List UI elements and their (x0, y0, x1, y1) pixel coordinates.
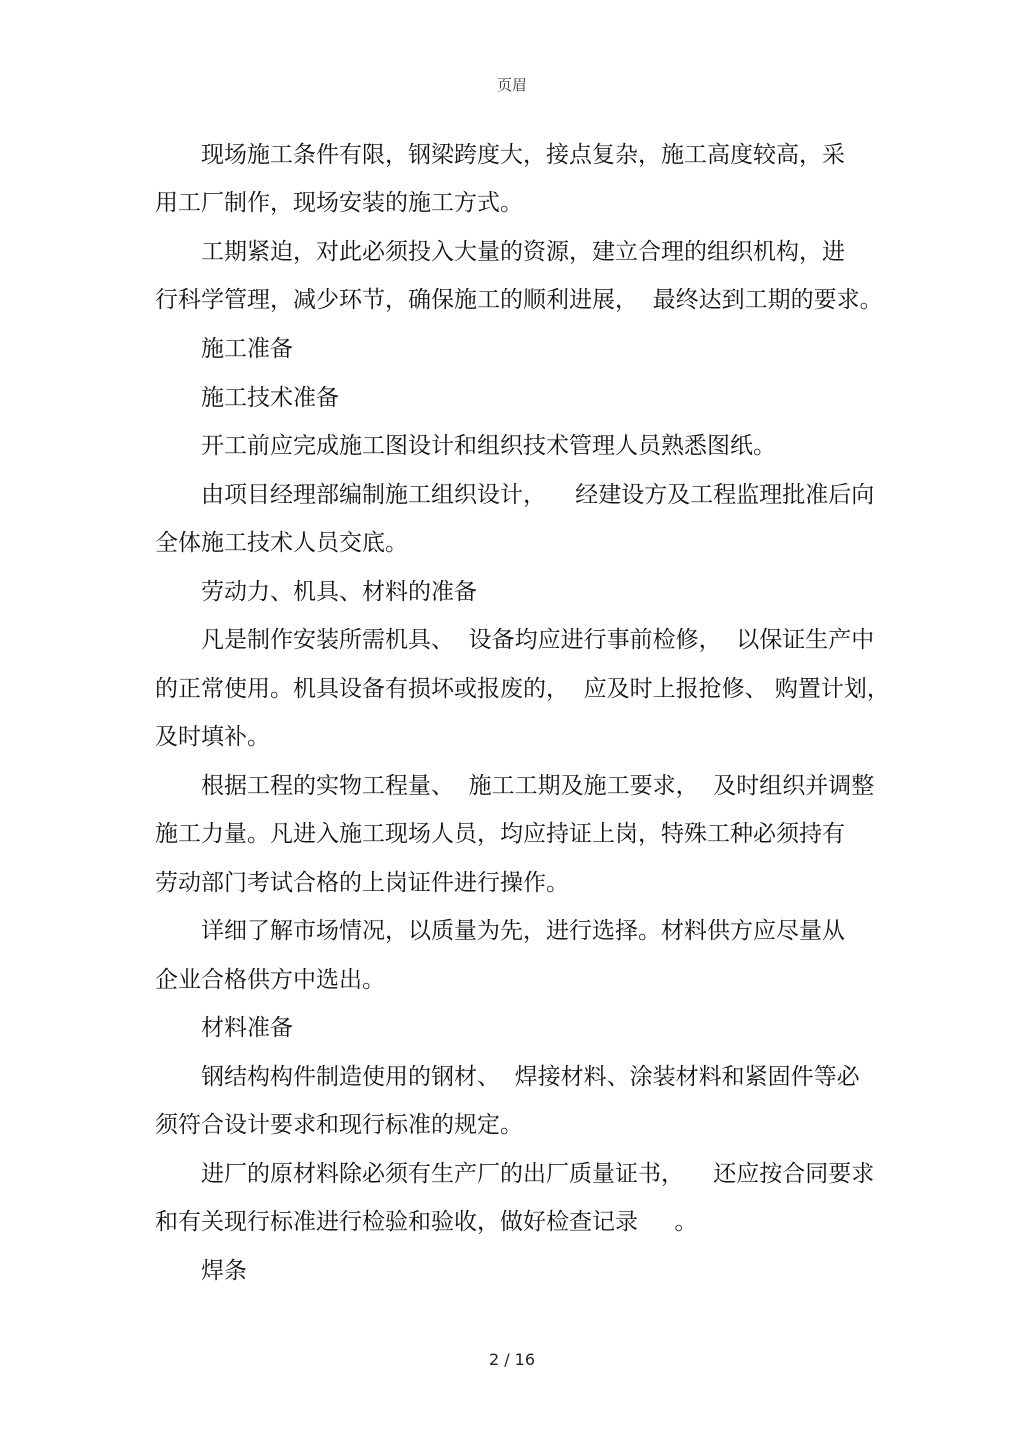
body-line: 及时填补。 (155, 724, 270, 750)
body-line: 的正常使用。机具设备有损坏或报废的， 应及时上报抢修、 购置计划， (155, 676, 890, 702)
section-heading: 材料准备 (201, 1015, 293, 1041)
body-line: 根据工程的实物工程量、 施工工期及施工要求， 及时组织并调整 (201, 773, 875, 799)
body-line: 开工前应完成施工图设计和组织技术管理人员熟悉图纸。 (201, 433, 776, 459)
body-line: 详细了解市场情况，以质量为先，进行选择。材料供方应尽量从 (201, 918, 845, 944)
body-line: 凡是制作安装所需机具、 设备均应进行事前检修， 以保证生产中 (201, 627, 875, 653)
section-heading: 施工准备 (201, 336, 293, 362)
section-heading: 施工技术准备 (201, 385, 339, 411)
body-line: 施工力量。凡进入施工现场人员，均应持证上岗，特殊工种必须持有 (155, 821, 845, 847)
body-line: 进厂的原材料除必须有生产厂的出厂质量证书， 还应按合同要求 (201, 1161, 875, 1187)
body-line: 用工厂制作，现场安装的施工方式。 (155, 190, 523, 216)
body-line: 全体施工技术人员交底。 (155, 530, 408, 556)
body-line: 和有关现行标准进行检验和验收，做好检查记录 。 (155, 1209, 698, 1235)
body-line: 行科学管理，减少环节，确保施工的顺利进展， 最终达到工期的要求。 (155, 287, 883, 313)
body-line: 现场施工条件有限，钢梁跨度大，接点复杂，施工高度较高，采 (201, 142, 845, 168)
body-line: 由项目经理部编制施工组织设计， 经建设方及工程监理批准后向 (201, 482, 875, 508)
body-line: 企业合格供方中选出。 (155, 967, 385, 993)
body-line: 工期紧迫，对此必须投入大量的资源，建立合理的组织机构，进 (201, 239, 845, 265)
body-line: 劳动部门考试合格的上岗证件进行操作。 (155, 870, 569, 896)
body-line: 钢结构构件制造使用的钢材、 焊接材料、涂装材料和紧固件等必 (201, 1064, 860, 1090)
body-line: 须符合设计要求和现行标准的规定。 (155, 1112, 523, 1138)
page-header: 页眉 (496, 76, 527, 94)
page-number: 2 / 16 (488, 1350, 536, 1369)
section-heading: 劳动力、机具、材料的准备 (201, 579, 477, 605)
section-heading: 焊条 (201, 1258, 247, 1284)
